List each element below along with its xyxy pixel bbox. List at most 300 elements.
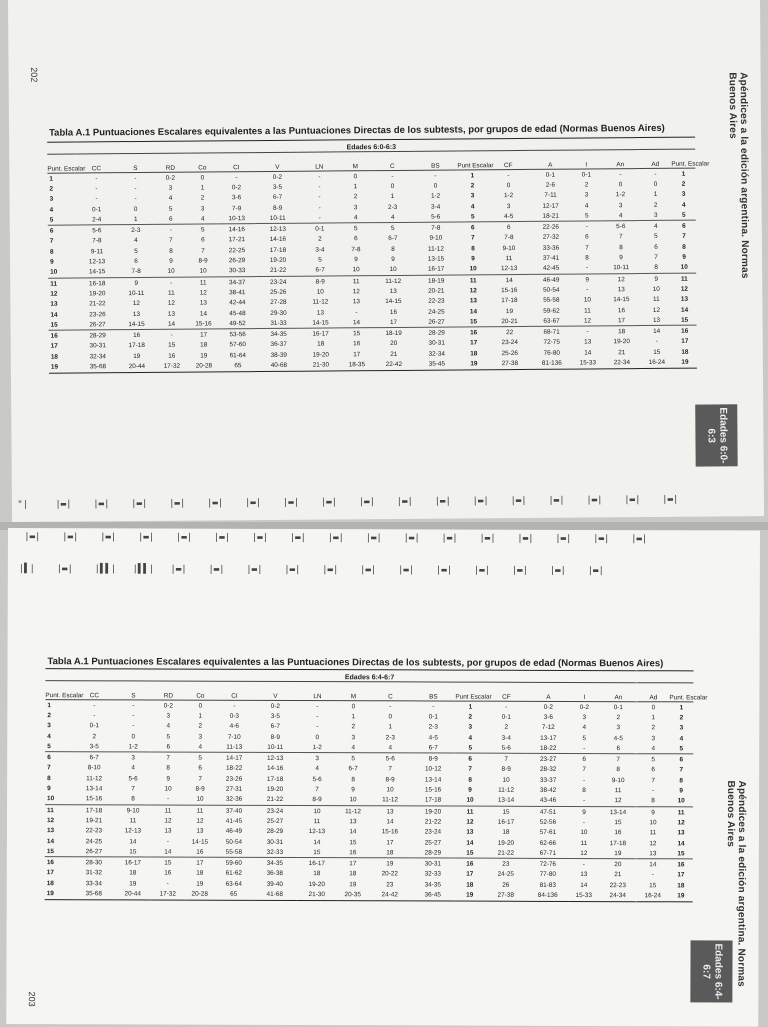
table-cell: 5-6 (128, 775, 138, 783)
table-cell: 2-3 (387, 203, 398, 211)
table-cell: 1 (653, 191, 658, 199)
table-cell: 34-35 (270, 330, 287, 339)
table-cell: 6 (201, 236, 205, 244)
table-cell: 19 (673, 357, 697, 368)
table-cell: 20-28 (189, 361, 219, 372)
table-cell: 12 (164, 817, 172, 825)
table-cell: 8 (169, 247, 173, 255)
table-cell: 11 (47, 806, 54, 814)
table-cell: 46-49 (542, 276, 560, 284)
table-cell: 6 (49, 227, 54, 235)
table-cell: 11-12 (385, 277, 402, 285)
table-cell: 14-15 (119, 319, 155, 330)
table-cell: - (95, 195, 98, 203)
table-cell: 5 (353, 225, 358, 233)
table-cell: 2 (200, 194, 205, 202)
table-cell: - (95, 185, 98, 193)
table-cell: 13 (352, 298, 360, 306)
table-cell: 6 (134, 258, 138, 266)
table-cell: 17-18 (128, 342, 145, 350)
table-cell: 1 (47, 701, 51, 709)
table-cell: 35-45 (415, 359, 459, 370)
table-cell: 0-2 (272, 173, 283, 181)
table-cell: 18 (618, 328, 626, 336)
table-cell: - (170, 331, 173, 339)
table-cell: 18 (196, 870, 204, 878)
table-cell: 3 (640, 210, 672, 221)
table-cell: 2 (318, 235, 322, 243)
age-band: Edades 6:0-6:3 (47, 137, 695, 154)
table-cell: 5-6 (616, 223, 626, 231)
table-cell: 32-33 (424, 870, 441, 878)
table-cell: 8 (468, 776, 472, 784)
table-cell: 19 (386, 860, 394, 868)
table-cell: 7 (471, 234, 475, 242)
table-cell: 23-24 (270, 278, 287, 286)
table-cell: 0 (200, 174, 205, 182)
table-cell: 14 (349, 828, 357, 836)
table-cell: 42-44 (229, 299, 246, 307)
table-cell: 2 (653, 201, 658, 209)
table-cell: 20-44 (119, 361, 155, 372)
table-cell: 13 (164, 827, 172, 835)
table-cell: - (391, 172, 394, 180)
column-header: I (571, 150, 601, 169)
table-cell: 41-45 (225, 817, 243, 825)
table-cell: - (655, 338, 658, 346)
table-cell: 0-1 (545, 171, 556, 179)
table-cell: 17 (470, 339, 478, 347)
table-cell: 10-12 (424, 765, 442, 773)
table-cell: 3-6 (543, 713, 553, 721)
table-cell: 6 (599, 743, 637, 754)
table-cell: 22-42 (373, 359, 415, 370)
table-cell: 22 (506, 329, 514, 337)
table-cell: 6 (151, 742, 185, 753)
table-cell: 1-2 (430, 192, 441, 200)
table-cell: 15 (455, 848, 485, 859)
table-cell: 15-16 (381, 828, 399, 836)
table-cell: 15-33 (569, 890, 599, 901)
table-cell: 6 (47, 754, 51, 762)
table-cell: 68-71 (543, 328, 560, 336)
table-cell: 38-41 (229, 289, 246, 297)
table-cell: - (583, 776, 586, 784)
table-cell: 16 (168, 352, 176, 360)
table-cell: 3 (49, 195, 54, 203)
column-header: M (337, 682, 369, 701)
table-cell: 0 (388, 713, 393, 721)
table-cell: 4 (679, 734, 684, 742)
table-cell: 7 (619, 233, 623, 241)
table-cell: 6 (585, 233, 589, 241)
table-cell: 11 (580, 839, 588, 847)
table-cell: 16 (389, 308, 398, 316)
table-cell: 16 (614, 829, 622, 837)
table-cell: 16 (677, 861, 685, 869)
table-cell: 21-22 (424, 818, 442, 826)
table-cell: 34-37 (229, 278, 246, 286)
column-header: Punt. Escalar (671, 149, 695, 168)
table-cell: 8 (471, 245, 475, 253)
table-cell: 14-16 (269, 236, 287, 244)
table-cell: 23-24 (501, 339, 518, 347)
table-cell: 5-6 (385, 755, 395, 763)
table-cell: 7 (166, 754, 170, 762)
table-cell: 2-3 (131, 227, 141, 235)
side-title: Apéndices a la edición argentina. Normas Buenos Aires (726, 72, 751, 279)
table-cell: 11 (129, 817, 137, 825)
table-cell: 9 (351, 786, 355, 794)
table-cell: 10 (45, 794, 73, 805)
table-cell: 12 (466, 818, 474, 826)
table-cell: 23 (386, 881, 394, 889)
table-cell: 28-29 (89, 332, 106, 340)
table-cell: 12 (599, 796, 637, 807)
page-number: 203 (26, 991, 37, 1007)
table-cell: 6-7 (388, 235, 398, 243)
table-cell: 15 (649, 881, 657, 889)
table-cell: 22-25 (228, 246, 246, 254)
table-cell: 38-39 (270, 351, 287, 359)
table-cell: - (132, 702, 135, 710)
table-cell: 9 (47, 785, 51, 793)
table-cell: 63-67 (530, 316, 572, 327)
table-cell: 5 (669, 743, 693, 754)
table-cell: 5 (582, 734, 587, 742)
table-cell: 5 (458, 211, 488, 222)
table-cell: 17-18 (266, 775, 284, 783)
score-table (45, 668, 708, 902)
table-cell: 27-32 (542, 234, 560, 242)
table-cell: 29-30 (270, 309, 287, 317)
table-cell: - (316, 713, 319, 721)
table-cell: 1-2 (503, 192, 514, 200)
table-cell: 5-6 (312, 775, 322, 783)
table-cell: 0-1 (91, 205, 102, 213)
column-header: Punt Escalar (457, 151, 487, 170)
table-cell: 12 (652, 306, 661, 314)
table-cell: 18 (129, 869, 137, 877)
table-cell: 38-42 (539, 786, 557, 794)
table-cell: - (300, 213, 340, 224)
table-cell: 10 (337, 795, 369, 806)
table-cell: 17-32 (155, 361, 189, 372)
table-cell: 11 (469, 276, 477, 284)
column-header: I (569, 682, 599, 701)
table-cell: 5 (166, 733, 171, 741)
table-cell: 9 (654, 275, 659, 283)
table-cell: 53-56 (229, 331, 246, 339)
table-cell: 12 (469, 287, 477, 295)
table-cell: 6-7 (272, 194, 283, 202)
table-cell: 19-20 (89, 290, 106, 298)
column-header: An (601, 150, 639, 169)
table-cell: 21-22 (89, 300, 106, 308)
table-cell: 16 (353, 340, 361, 348)
table-cell: 35-68 (77, 361, 119, 372)
table-cell: 17 (46, 869, 54, 877)
table-cell: 17-32 (151, 889, 185, 900)
table-cell: 6 (679, 756, 684, 764)
table-cell: 6 (470, 224, 475, 232)
table-cell: - (651, 871, 654, 879)
table-cell: 63-64 (225, 880, 242, 888)
table-cell: 2 (616, 714, 621, 722)
table-cell: 0-1 (89, 722, 99, 730)
table-cell: 16 (133, 332, 141, 340)
table-cell: 13 (640, 315, 672, 326)
table-cell: 5 (672, 210, 696, 221)
table-cell: 0 (131, 732, 136, 740)
table-cell: 23 (502, 860, 510, 868)
table-cell: 6-7 (270, 723, 280, 731)
table-cell: - (316, 723, 319, 731)
table-cell: 22-23 (428, 297, 445, 305)
binding-marks: "| |▬| |▬| |▬| |▬| |▬| |▬| |▬| |▬| |▬| |▬| |▬| |▬| |▬| |▬| |▬| |▬| |▬| (11, 494, 679, 510)
table-cell: 9 (471, 255, 475, 263)
table-cell: - (316, 702, 319, 710)
table-cell: 18 (200, 341, 208, 349)
table-cell: 15-16 (189, 319, 219, 330)
table-cell: 2-4 (76, 214, 118, 225)
table-cell: 5 (45, 741, 73, 752)
table-cell: 1 (390, 193, 395, 201)
table-cell: 42-45 (530, 263, 572, 274)
table-cell: 2 (681, 180, 686, 188)
table-cell: 4 (49, 206, 54, 214)
table-cell: 5-6 (485, 743, 527, 754)
table-cell: 9 (619, 254, 623, 262)
table-cell: 16 (466, 860, 474, 868)
table-cell: 17-18 (85, 806, 103, 814)
table-cell: 11 (167, 289, 175, 297)
table-cell: 14 (46, 837, 55, 845)
table-cell: 12 (680, 285, 688, 293)
table-cell: 10 (340, 265, 372, 276)
table-cell: 9 (468, 786, 472, 794)
table-cell: 15 (614, 819, 622, 827)
table-cell: 11-12 (345, 807, 361, 815)
table-cell: 10 (372, 264, 414, 275)
column-header: A (529, 150, 571, 169)
table-cell: 65 (219, 360, 257, 371)
table-cell: 15 (672, 315, 696, 326)
table-cell: 14-15 (613, 296, 630, 304)
table-cell: 1-2 (297, 742, 337, 753)
table-cell: 50-54 (543, 286, 560, 294)
table-cell: 10-11 (253, 742, 297, 753)
table-cell: 6-7 (348, 765, 358, 773)
table-cell: 10 (669, 796, 693, 807)
table-cell: 13 (132, 310, 141, 318)
table-cell: 7 (47, 764, 51, 772)
table-cell: 17 (200, 331, 208, 339)
table-cell: 15 (115, 847, 151, 858)
table-cell: 10 (672, 262, 696, 273)
table-cell: - (134, 184, 137, 192)
table-cell: 19 (505, 307, 514, 315)
table-cell: - (651, 787, 655, 795)
table-cell: 28-30 (85, 859, 103, 867)
table-cell: 3 (618, 201, 623, 209)
table-cell: 17 (466, 870, 474, 879)
table-cell: 9 (169, 257, 173, 265)
table-cell: 3 (315, 755, 319, 763)
table-cell: 11 (352, 277, 360, 285)
table-cell: 19 (129, 880, 137, 888)
table-cell: 0 (353, 172, 358, 180)
table-cell: 11 (680, 275, 688, 283)
table-cell: - (507, 171, 510, 179)
table-cell: 7 (504, 755, 508, 763)
table-cell: 18 (466, 881, 474, 889)
table-cell: 5 (134, 247, 138, 255)
table-cell: - (134, 195, 137, 203)
table-cell: 13-14 (609, 808, 627, 816)
column-header: CC (73, 681, 115, 700)
table-cell: 17-18 (609, 839, 627, 847)
table-cell: 3 (679, 724, 684, 732)
table-cell: 14 (580, 881, 588, 889)
table-cell: 18-22 (225, 765, 243, 773)
table-cell: 23-26 (89, 310, 106, 318)
table-cell: - (434, 172, 437, 180)
table-cell: 4 (131, 764, 135, 772)
table-cell: 7 (201, 247, 205, 255)
table-cell: 12-17 (542, 202, 559, 210)
table-cell: 14-16 (228, 226, 246, 234)
table-cell: 0 (433, 182, 438, 190)
table-cell: 4 (470, 202, 475, 210)
column-header: LN (297, 682, 337, 701)
table-cell: 33-37 (539, 776, 557, 784)
table-cell: 14 (199, 309, 208, 318)
table-cell: 7-8 (118, 267, 154, 278)
table-cell: 14 (129, 837, 137, 845)
table-cell: 4 (653, 223, 658, 231)
table-cell: 3 (506, 202, 511, 210)
table-cell: 6 (682, 222, 686, 230)
header-row (45, 681, 693, 702)
table-cell: 6-7 (300, 265, 340, 276)
table-cell: 2 (679, 714, 684, 722)
table-cell: 19-20 (308, 880, 325, 888)
table-cell: 8 (682, 243, 686, 251)
table-cell: 2-3 (428, 723, 438, 731)
table-cell: 19 (196, 880, 204, 888)
table-cell: 31-32 (85, 869, 102, 877)
table-cell: 26-29 (228, 257, 246, 265)
table-cell: 8 (640, 262, 672, 273)
table-cell: 6 (354, 235, 358, 243)
table-cell: 19 (49, 362, 77, 373)
table-cell: 6-7 (89, 754, 99, 762)
table-cell: 10 (652, 285, 660, 293)
table-cell: - (93, 712, 96, 720)
table-cell: 4-6 (229, 723, 239, 731)
table-cell: 4 (582, 724, 587, 732)
column-header: CI (217, 153, 255, 172)
table-cell: 14 (313, 838, 321, 846)
table-cell: 14 (466, 839, 474, 847)
table-cell: 15-16 (501, 286, 518, 295)
table-cell: 14 (505, 276, 513, 284)
binding-marks: |▌| |▬| |▌▌| |▌▌| |▬| |▬| |▬| |▬| |▬| |▬| |▬| |▬| |▬| |▬| |▬| |▬| (7, 563, 604, 577)
table-row (45, 888, 693, 901)
table-cell: 13 (316, 309, 325, 317)
table-cell: 13-15 (427, 255, 445, 263)
table-cell: 6 (654, 243, 658, 251)
table-cell: 1 (470, 171, 475, 180)
table-cell: 7 (682, 233, 686, 241)
table-cell: 13 (46, 827, 55, 835)
table-cell: 12-13 (88, 258, 106, 266)
table-cell: 10 (458, 264, 488, 275)
table-cell: 23-27 (539, 755, 557, 764)
table-cell: 12 (569, 848, 599, 859)
column-header: Co (185, 681, 215, 700)
table-cell: 10 (649, 819, 657, 827)
table-cell: 0 (390, 182, 395, 190)
table-cell: 47-51 (539, 808, 557, 816)
table-cell: 21 (390, 350, 398, 358)
table-cell: 17-18 (269, 246, 287, 254)
table-cell: 19 (200, 352, 208, 360)
table-cell: 8 (115, 794, 151, 805)
table-cell: 28-29 (411, 848, 455, 859)
table-cell: 6-7 (411, 743, 455, 754)
table-cell: 81-136 (531, 358, 573, 369)
table-cell: 20-21 (428, 287, 445, 295)
table-cell: - (151, 794, 185, 805)
table-cell: 15 (653, 348, 661, 356)
table-cell: 12 (50, 290, 58, 298)
table-cell: 16-24 (637, 891, 669, 902)
table-cell: 31-33 (257, 318, 301, 329)
table-cell: 7 (585, 244, 589, 252)
table-cell: 10 (188, 266, 218, 277)
table-cell: - (233, 702, 236, 710)
table-cell: 17-21 (228, 236, 246, 244)
table-cell: 7-8 (351, 245, 361, 254)
table-cell: 7 (388, 765, 392, 773)
table-cell: - (235, 173, 238, 181)
table-cell: 18-19 (428, 277, 445, 285)
table-cell: 18-19 (385, 330, 402, 338)
table-cell: 0-2 (270, 702, 281, 710)
table-cell: 0 (653, 180, 658, 188)
table-cell: 7 (582, 766, 586, 774)
table-cell: 11 (50, 280, 58, 288)
column-header: V (253, 681, 297, 700)
table-cell: 3 (681, 190, 686, 198)
table-cell: 37-40 (225, 807, 243, 815)
table-cell: 8-9 (272, 204, 283, 212)
table-cell: 14-15 (301, 318, 341, 329)
table-cell: 22-34 (603, 357, 641, 368)
table-cell: 14 (680, 306, 689, 314)
table-cell: 15 (297, 847, 337, 858)
table-cell: 0 (133, 205, 138, 213)
table-cell: 19-20 (266, 785, 284, 793)
table-cell: 17 (353, 350, 361, 358)
column-header: Co (187, 153, 217, 172)
table-cell: 8-9 (385, 776, 395, 784)
table-cell: 8-10 (87, 764, 101, 772)
table-cell: 18 (313, 870, 321, 878)
table-cell: 18 (502, 828, 510, 836)
